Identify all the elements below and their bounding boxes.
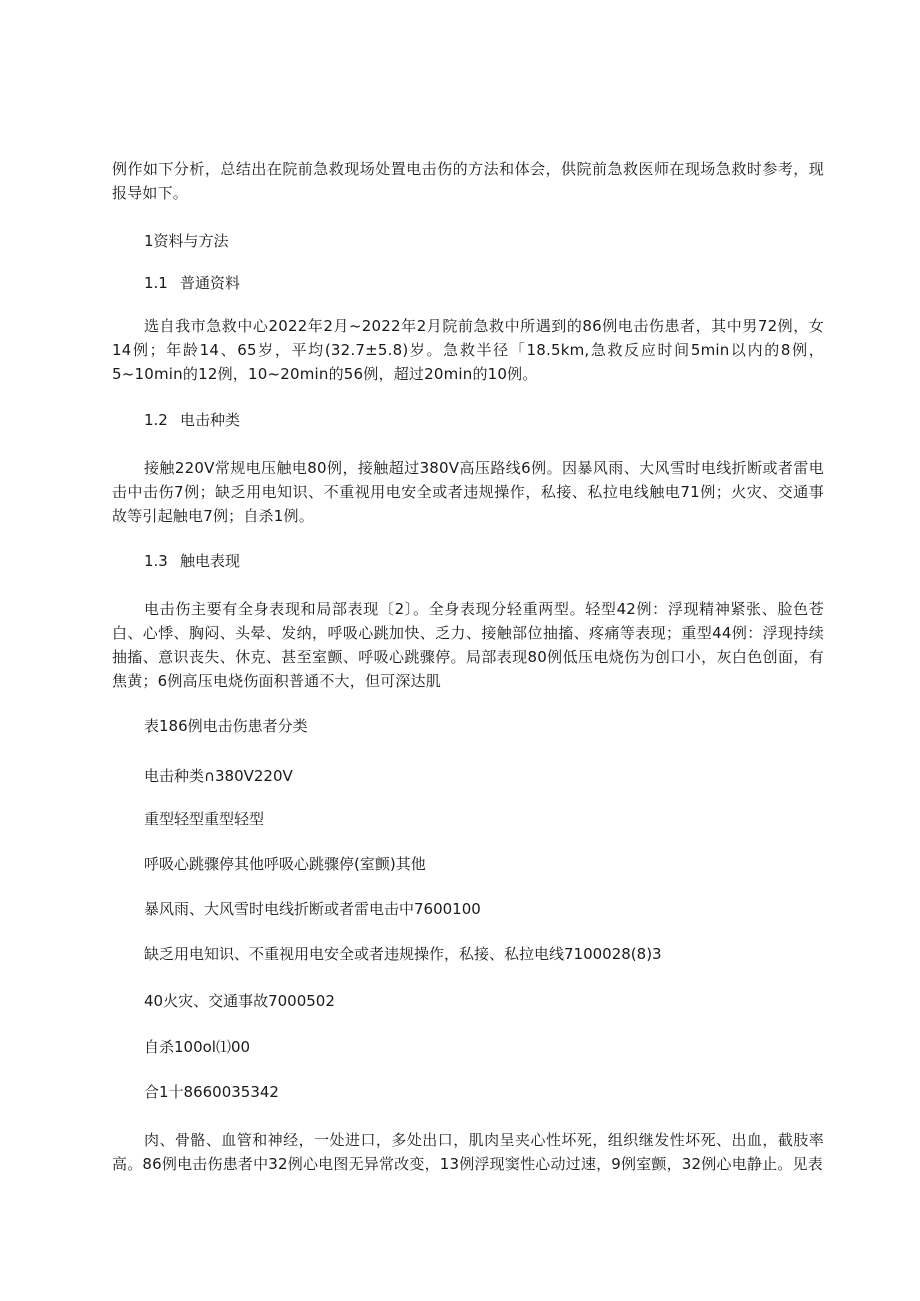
subsection-1-1-heading: [144, 271, 240, 295]
table-line-6: 40火灾、交通事故7000502: [144, 992, 335, 1010]
subsection-1-3-number: 1.3: [144, 552, 168, 570]
subsection-1-2-title: 电击种类: [180, 411, 241, 429]
subsection-1-3-title: 触电表现: [180, 552, 241, 570]
paragraph-1-2: 接触220V常规电压触电80例，接触超过380V高压路线6例。因暴风雨、大风雪时电线折断或者雷电击中击伤7例；缺乏用电知识、不重视用电安全或者违规操作，私接、私拉电线触电71例；火灾、交通事故等引起触电7例；自杀1例。: [112, 459, 824, 525]
table-line-7: 自杀100ol⑴00: [144, 1038, 251, 1056]
table-line-8: 合1十8660035342: [144, 1083, 279, 1101]
subsection-1-1-number: 1.1: [144, 274, 168, 292]
subsection-1-3-heading: [144, 549, 240, 573]
intro-paragraph: 例作如下分析，总结出在院前急救现场处置电击伤的方法和体会，供院前急救医师在现场急救时参考，现报导如下。: [112, 160, 824, 202]
paragraph-1-3: 电击伤主要有全身表现和局部表现〔2〕。全身表现分轻重两型。轻型42例：浮现精神紧张、脸色苍白、心悸、胸闷、头晕、发纳，呼吸心跳加快、乏力、接触部位抽搐、疼痛等表现；重型44例：浮现持续抽搐、意识丧失、休克、甚至室颤、呼吸心跳骤停。局部表现80例低压电烧伤为创口小，灰白色创面，有焦黄；6例高压电烧伤面积普通不大，但可深达肌: [112, 600, 824, 690]
table-caption: 表186例电击伤患者分类: [144, 717, 308, 735]
subsection-1-1-title: 普通资料: [180, 274, 241, 292]
paragraph-continuation: 肉、骨骼、血管和神经，一处进口，多处出口，肌肉呈夹心性坏死，组织继发性坏死、出血，截肢率高。86例电击伤患者中32例心电图无异常改变，13例浮现窦性心动过速，9例室颤，32例心电静止。见表: [112, 1131, 824, 1173]
table-line-4: 暴风雨、大风雪时电线折断或者雷电击中7600100: [144, 900, 481, 918]
table-line-3: 呼吸心跳骤停其他呼吸心跳骤停(室颤)其他: [144, 855, 426, 873]
section-1-heading: 1资料与方法: [144, 232, 229, 250]
paragraph-1-1: 选自我市急救中心2022年2月~2022年2月院前急救中所遇到的86例电击伤患者，其中男72例，女14例；年龄14、65岁，平均(32.7±5.8)岁。急救半径「18.5km,急救反应时间5min以内的8例，5~10min的12例，10~20min的56例，超过20min的10例。: [112, 317, 824, 383]
subsection-1-2-heading: [144, 408, 240, 432]
subsection-1-2-number: 1.2: [144, 411, 168, 429]
table-line-1: 电击种类∩380V220V: [144, 767, 293, 785]
table-line-5: 缺乏用电知识、不重视用电安全或者违规操作，私接、私拉电线7100028(8)3: [144, 945, 662, 963]
table-line-2: 重型轻型重型轻型: [144, 810, 265, 828]
